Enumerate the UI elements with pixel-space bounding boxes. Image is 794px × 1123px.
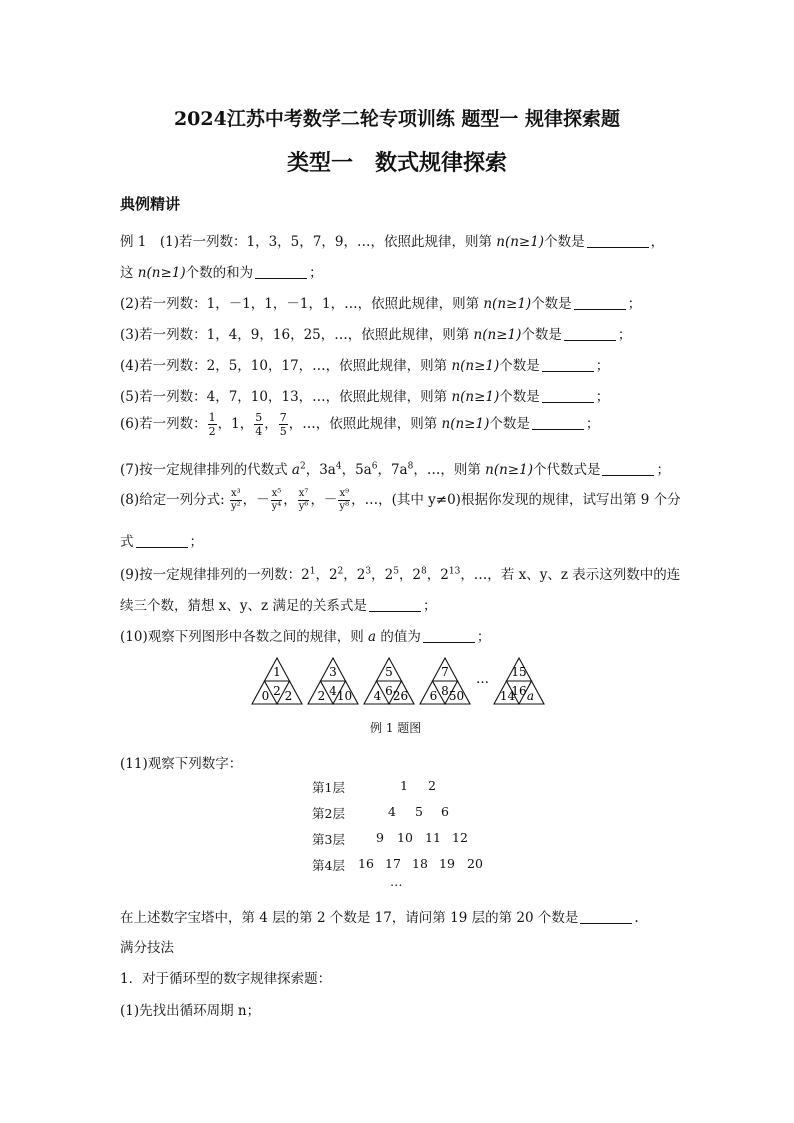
triangle-right-number: a bbox=[526, 689, 535, 703]
triangle-left-number: 14 bbox=[499, 689, 516, 703]
figure-caption: 例 1 题图 bbox=[370, 721, 422, 735]
triangle-middle-number: 8 bbox=[441, 684, 449, 698]
section-heading-method: 满分技法 bbox=[120, 940, 174, 956]
question-5: (5)若一列数：4，7，10，13，…，依照此规律，则第 n(n≥1)个数是 ； bbox=[120, 389, 610, 405]
tower-number: 16 bbox=[358, 856, 374, 871]
triangle-1 bbox=[252, 658, 302, 704]
tower-number: 18 bbox=[412, 856, 428, 871]
question-8-line-1: (8)给定一列分式: $\frac{\text{x³}}{\text{y²}}$ ，－ $\frac{\text{x⁵}}{\text{y⁴}}$ ， $\frac{\text{x⁷}}{\text{y⁶}}$ ，－ $\frac{\text{x⁹}}{\text{y⁸}}$ ，…，(其中 y≠0)根据你发现的规律，试写出第 9 个分 bbox=[120, 488, 681, 512]
tower-row-label: 第3层 bbox=[312, 832, 345, 847]
tower-number: 11 bbox=[425, 830, 441, 845]
triangle-middle-number: 2 bbox=[273, 684, 281, 698]
triangle-3 bbox=[364, 658, 414, 704]
question-1-line-2: 这 n(n≥1)个数的和为 ； bbox=[120, 265, 323, 281]
triangle-middle-number: 16 bbox=[511, 684, 527, 698]
tower-number: 5 bbox=[415, 804, 423, 819]
triangle-middle-number: 6 bbox=[385, 684, 393, 698]
triangle-4 bbox=[420, 658, 470, 704]
tower-number: 17 bbox=[385, 856, 401, 871]
tower-row-label: 第1层 bbox=[312, 780, 345, 795]
question-2: (2)若一列数：1，－1，1，－1，1，…，依照此规律，则第 n(n≥1)个数是 ； bbox=[120, 296, 642, 312]
triangle-top-number: 7 bbox=[441, 665, 449, 679]
question-3: (3)若一列数：1，4，9，16，25，…，依照此规律，则第 n(n≥1)个数是 ； bbox=[120, 327, 632, 343]
number-tower bbox=[312, 778, 512, 896]
answer-blank bbox=[602, 461, 654, 476]
triangle-right-number: 26 bbox=[392, 689, 409, 703]
tower-number: 2 bbox=[428, 778, 436, 793]
figure-ellipsis: … bbox=[476, 672, 489, 687]
triangle-2 bbox=[308, 658, 358, 704]
method-1a: (1)先找出循环周期 n； bbox=[120, 1003, 261, 1019]
triangle-top-number: 3 bbox=[329, 665, 337, 679]
tower-row-label: 第2层 bbox=[312, 806, 345, 821]
triangle-right-number: 2 bbox=[284, 689, 293, 703]
question-8-line-2: 式 ； bbox=[120, 534, 203, 550]
fraction: $\frac{7}{5}$ bbox=[279, 411, 287, 438]
question-11: (11)观察下列数字： bbox=[120, 756, 243, 772]
document-title: 2024江苏中考数学二轮专项训练 题型一 规律探索题 bbox=[173, 108, 621, 130]
fraction: $\frac{\text{x⁹}}{\text{y⁸}}$ bbox=[339, 488, 350, 512]
answer-blank bbox=[136, 533, 188, 548]
section-heading-examples: 典例精讲 bbox=[120, 195, 181, 213]
triangle-left-number: 6 bbox=[429, 689, 438, 703]
answer-blank bbox=[587, 233, 649, 248]
method-1: 1．对于循环型的数字规律探索题： bbox=[120, 971, 332, 987]
triangle-right-number: 50 bbox=[448, 689, 465, 703]
fraction: $\frac{5}{4}$ bbox=[255, 411, 263, 438]
answer-blank bbox=[423, 628, 475, 643]
tower-number: 19 bbox=[439, 856, 455, 871]
answer-blank bbox=[532, 415, 584, 430]
triangle-5 bbox=[494, 658, 544, 704]
tower-row-label: 第4层 bbox=[312, 858, 345, 873]
triangle-figure bbox=[240, 655, 560, 707]
question-10: (10)观察下列图形中各数之间的规律，则 a 的值为 ； bbox=[120, 629, 491, 645]
tower-number: 10 bbox=[397, 830, 413, 845]
question-1-line-1: 例 1 (1)若一列数：1，3，5，7，9，…，依照此规律，则第 n(n≥1)个数是 ， bbox=[120, 234, 665, 250]
answer-blank bbox=[369, 597, 421, 612]
section-subtitle: 类型一 数式规律探索 bbox=[286, 150, 507, 176]
question-11-ask: 在上述数字宝塔中，第 4 层的第 2 个数是 17，请问第 19 层的第 20 个数是 . bbox=[120, 910, 639, 926]
question-6: (6)若一列数： $\frac{1}{2}$ ，1， $\frac{5}{4}$ ， $\frac{7}{5}$ ，…，依照此规律，则第 n(n≥1)个数是 ； bbox=[120, 411, 600, 438]
triangle-left-number: 2 bbox=[317, 689, 326, 703]
triangle-top-number: 15 bbox=[511, 665, 527, 679]
triangle-right-number: 10 bbox=[336, 689, 353, 703]
tower-number: 4 bbox=[388, 804, 396, 819]
answer-blank bbox=[542, 357, 594, 372]
question-4: (4)若一列数：2，5，10，17，…，依照此规律，则第 n(n≥1)个数是 ； bbox=[120, 358, 610, 374]
fraction: $\frac{\text{x⁵}}{\text{y⁴}}$ bbox=[271, 488, 282, 512]
answer-blank bbox=[574, 295, 626, 310]
triangle-top-number: 5 bbox=[385, 665, 393, 679]
tower-number: 9 bbox=[376, 830, 384, 845]
answer-blank bbox=[542, 388, 594, 403]
fraction: $\frac{\text{x³}}{\text{y²}}$ bbox=[230, 488, 241, 512]
triangle-middle-number: 4 bbox=[329, 684, 337, 698]
triangle-left-number: 0 bbox=[261, 689, 270, 703]
question-9-line-2: 续三个数，猜想 x、y、z 满足的关系式是 ； bbox=[120, 598, 437, 614]
question-7: (7)按一定规律排列的代数式 $a^2$，$3a^4$，$5a^6$，$7a^8$，…，则第 n(n≥1)个代数式是 ； bbox=[120, 461, 670, 478]
tower-number: 20 bbox=[467, 856, 483, 871]
answer-blank bbox=[580, 909, 632, 924]
tower-ellipsis: … bbox=[390, 874, 403, 889]
fraction: $\frac{1}{2}$ bbox=[208, 411, 216, 438]
triangle-left-number: 4 bbox=[373, 689, 382, 703]
answer-blank bbox=[255, 264, 307, 279]
tower-number: 6 bbox=[441, 804, 449, 819]
triangle-top-number: 1 bbox=[273, 665, 281, 679]
answer-blank bbox=[564, 326, 616, 341]
tower-number: 1 bbox=[400, 778, 408, 793]
tower-number: 12 bbox=[452, 830, 468, 845]
fraction: $\frac{\text{x⁷}}{\text{y⁶}}$ bbox=[298, 488, 309, 512]
question-9-line-1: (9)按一定规律排列的一列数：$2^1$，$2^2$，$2^3$，$2^5$，$2^8$，$2^{13}$，…，若 x、y、z 表示这列数中的连 bbox=[120, 566, 681, 583]
